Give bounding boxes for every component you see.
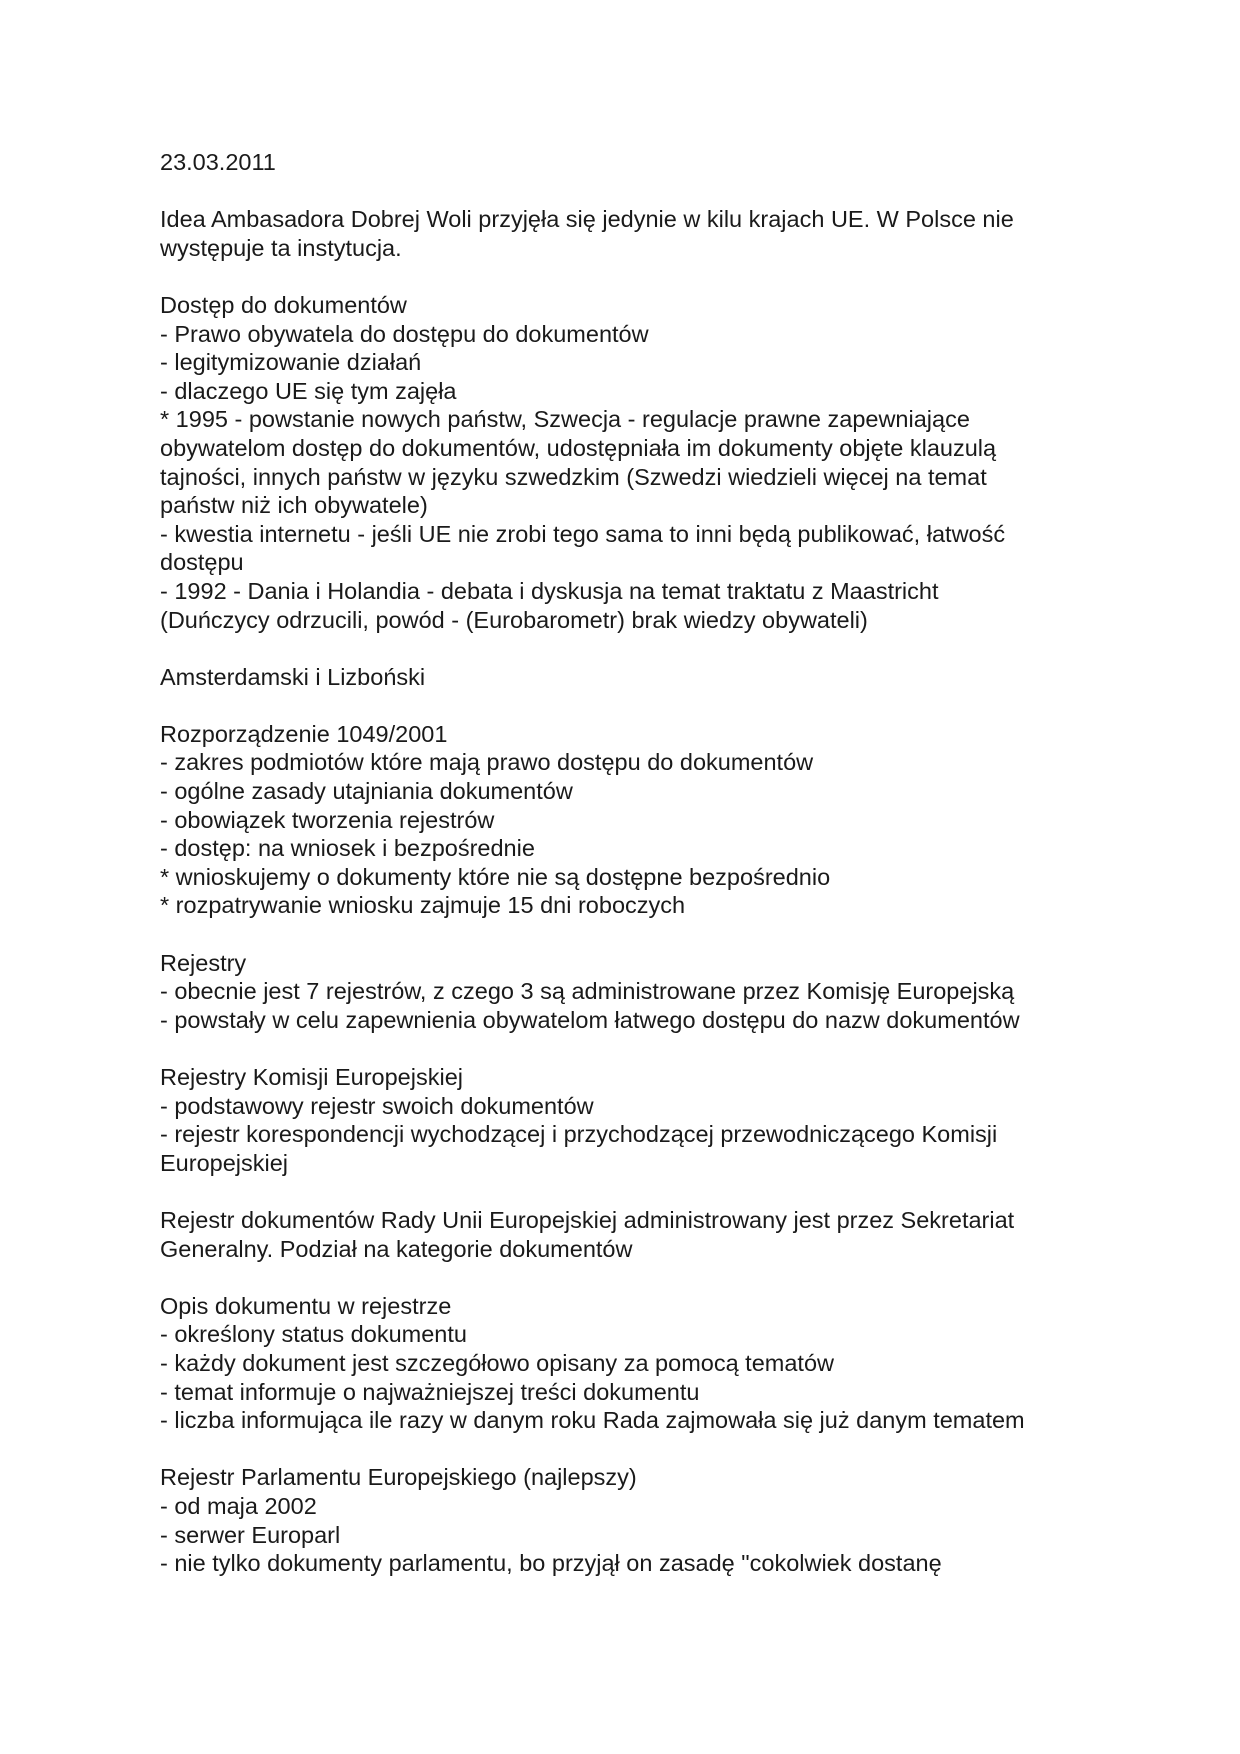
description-section [160, 1292, 1160, 1435]
list-item: - legitymizowanie działań [160, 349, 422, 376]
list-item: - powstały w celu zapewnienia obywatelom łatwego dostępu do nazw dokumentów [160, 1006, 1020, 1033]
text-line: Europejskiej [160, 1149, 289, 1176]
list-item: - kwestia internetu - jeśli UE nie zrobi tego sama to inni będą publikować, łatwość [160, 520, 1006, 547]
treaties-section [160, 663, 1160, 692]
council-paragraph [160, 1206, 1160, 1263]
section-heading: Rejestr Parlamentu Europejskiego (najlepszy) [160, 1464, 637, 1491]
list-item: - Prawo obywatela do dostępu do dokumentów [160, 320, 649, 347]
section-heading: Opis dokumentu w rejestrze [160, 1292, 452, 1319]
commission-section [160, 1063, 1160, 1177]
text-line: obywatelom dostęp do dokumentów, udostępniała im dokumenty objęte klauzulą [160, 434, 997, 461]
list-item: - ogólne zasady utajniania dokumentów [160, 778, 573, 805]
text-line: Generalny. Podział na kategorie dokumentów [160, 1235, 633, 1262]
access-section [160, 291, 1160, 634]
text-line: dostępu [160, 549, 244, 576]
text-line: występuje ta instytucja. [160, 234, 402, 261]
list-item: - liczba informująca ile razy w danym roku Rada zajmowała się już danym tematem [160, 1407, 1025, 1434]
list-item: - temat informuje o najważniejszej treści dokumentu [160, 1378, 700, 1405]
list-item: - dostęp: na wniosek i bezpośrednie [160, 835, 535, 862]
list-item: * wnioskujemy o dokumenty które nie są dostępne bezpośrednio [160, 863, 831, 890]
list-item: - od maja 2002 [160, 1492, 317, 1519]
section-heading: Rejestry Komisji Europejskiej [160, 1064, 463, 1090]
regulation-section [160, 720, 1160, 920]
text-line: Rejestr dokumentów Rady Unii Europejskiej administrowany jest przez Sekretariat [160, 1206, 1015, 1233]
list-item: - rejestr korespondencji wychodzącej i przychodzącej przewodniczącego Komisji [160, 1121, 998, 1148]
text-line: Idea Ambasadora Dobrej Woli przyjęła się jedynie w kilu krajach UE. W Polsce nie [160, 206, 1014, 233]
list-item: - 1992 - Dania i Holandia - debata i dyskusja na temat traktatu z Maastricht [160, 577, 939, 604]
document-page [160, 148, 1160, 1606]
list-item: - zakres podmiotów które mają prawo dostępu do dokumentów [160, 749, 814, 776]
list-item: - nie tylko dokumenty parlamentu, bo przyjął on zasadę "cokolwiek dostanę [160, 1550, 942, 1577]
text-line: tajności, innych państw w języku szwedzkim (Szwedzi wiedzieli więcej na temat [160, 463, 987, 490]
section-heading: Dostęp do dokumentów [160, 291, 407, 318]
list-item: - obowiązek tworzenia rejestrów [160, 806, 495, 833]
text-line: państw niż ich obywatele) [160, 492, 428, 519]
text-line: (Duńczycy odrzucili, powód - (Eurobarometr) brak wiedzy obywateli) [160, 606, 868, 633]
list-item: * 1995 - powstanie nowych państw, Szwecja - regulacje prawne zapewniające [160, 406, 970, 433]
section-heading: Rejestry [160, 949, 247, 976]
parliament-section [160, 1463, 1160, 1577]
list-item: * rozpatrywanie wniosku zajmuje 15 dni roboczych [160, 892, 686, 919]
list-item: - podstawowy rejestr swoich dokumentów [160, 1092, 594, 1119]
list-item: - każdy dokument jest szczegółowo opisany za pomocą tematów [160, 1349, 834, 1376]
intro-paragraph [160, 205, 1160, 262]
date-block [160, 148, 1160, 177]
list-item: - dlaczego UE się tym zajęła [160, 377, 457, 404]
list-item: - obecnie jest 7 rejestrów, z czego 3 są administrowane przez Komisję Europejską [160, 978, 1015, 1005]
document-date: 23.03.2011 [160, 149, 276, 175]
section-heading: Rozporządzenie 1049/2001 [160, 720, 448, 747]
section-heading: Amsterdamski i Lizboński [160, 663, 426, 690]
registers-section [160, 949, 1160, 1035]
list-item: - określony status dokumentu [160, 1321, 467, 1348]
list-item: - serwer Europarl [160, 1521, 341, 1548]
